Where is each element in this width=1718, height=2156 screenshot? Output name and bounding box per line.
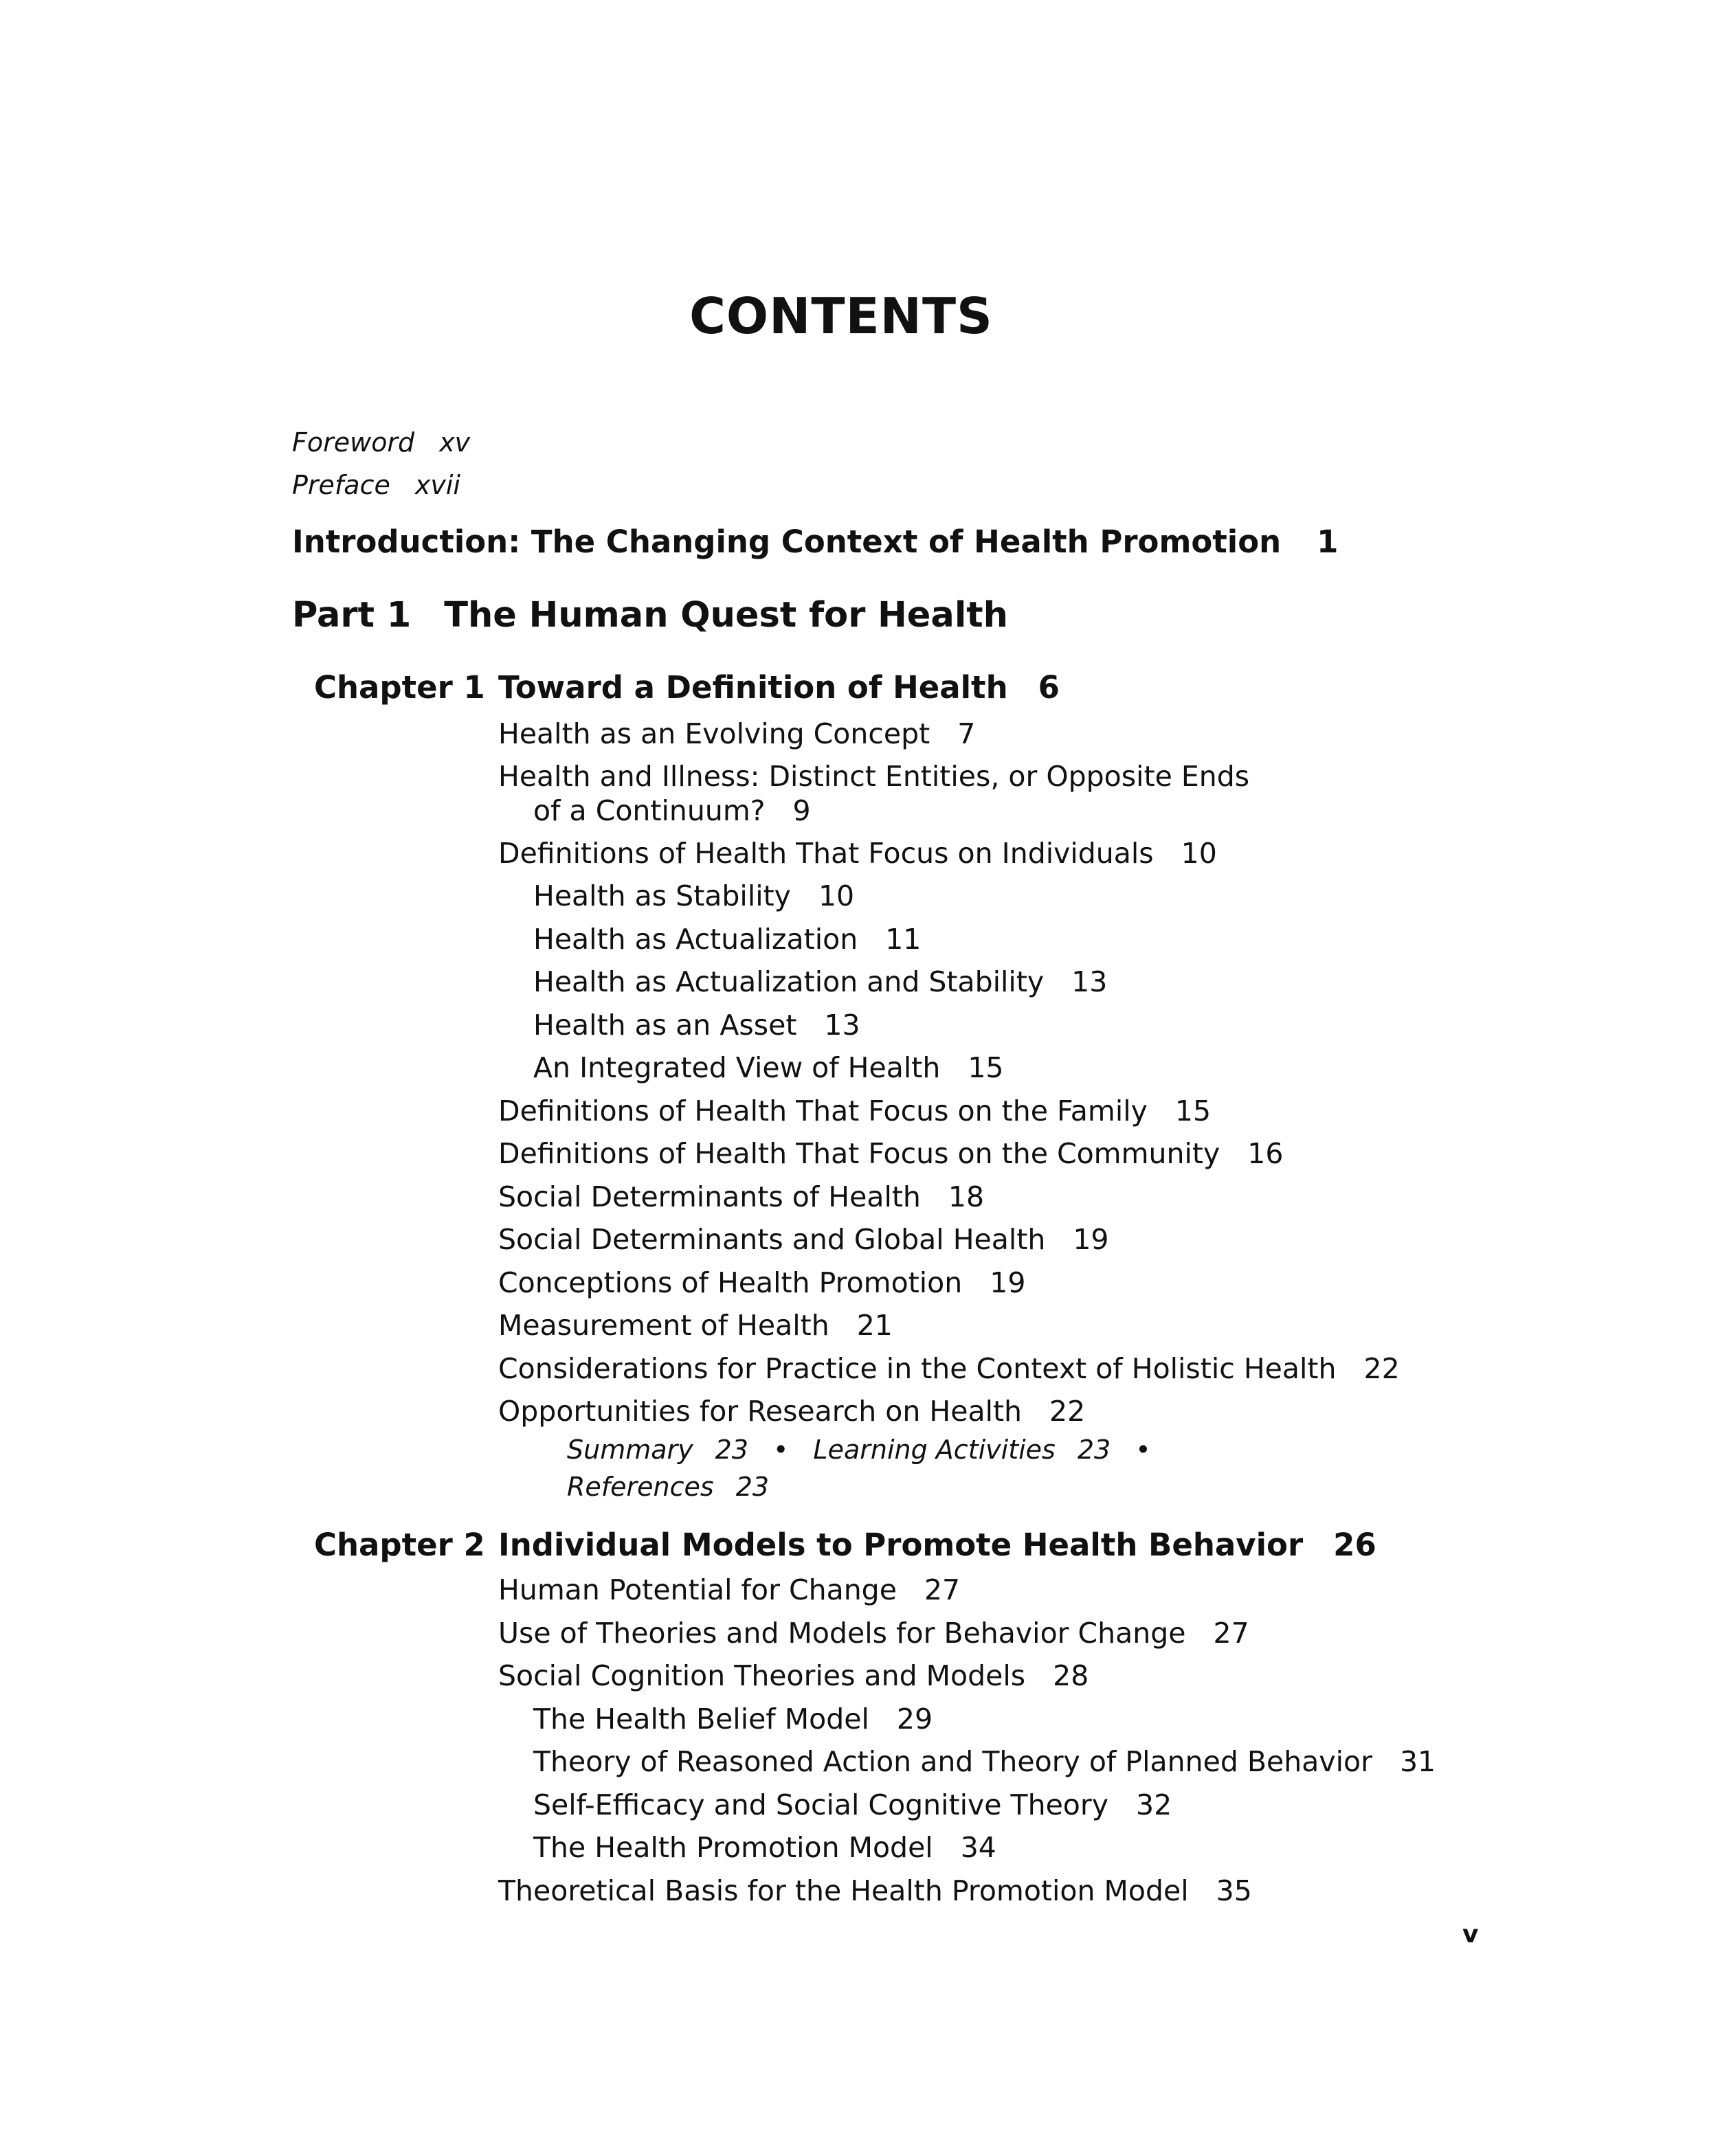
toc-subentry[interactable] [533, 965, 1107, 998]
toc-label: Self-Efficacy and Social Cognitive Theory [533, 1788, 1108, 1821]
toc-label: Preface [292, 470, 390, 500]
toc-page: 27 [1213, 1617, 1249, 1650]
chapter-1-title[interactable] [498, 669, 1060, 706]
toc-subentry[interactable] [533, 1831, 996, 1864]
toc-entry-continuation[interactable] [533, 794, 811, 827]
toc-label: Toward a Definition of Health [498, 669, 1008, 706]
toc-subentry[interactable] [533, 1788, 1172, 1821]
page-title: CONTENTS [689, 287, 993, 345]
toc-page: 13 [1071, 965, 1108, 998]
toc-subentry[interactable] [533, 1051, 1004, 1084]
toc-page: 34 [960, 1831, 996, 1864]
toc-subentry[interactable] [533, 1009, 860, 1042]
toc-page: 19 [1073, 1223, 1109, 1256]
toc-label: An Integrated View of Health [533, 1051, 941, 1084]
references-link[interactable] [567, 1472, 769, 1502]
page-number: v [1462, 1920, 1479, 1949]
chapter-1-label: Chapter 1 [314, 669, 485, 706]
part-heading [292, 595, 1008, 636]
toc-label: Introduction: The Changing Context of Health Promotion [292, 524, 1282, 560]
part-number: Part 1 [292, 595, 412, 636]
toc-entry[interactable] [498, 1137, 1283, 1170]
toc-label: Individual Models to Promote Health Behavior [498, 1527, 1304, 1563]
chapter-2-title[interactable] [498, 1527, 1376, 1563]
toc-page: 35 [1216, 1874, 1252, 1907]
bullet-separator: • [1135, 1435, 1151, 1465]
toc-subentry[interactable] [533, 1745, 1436, 1778]
toc-page: 22 [1049, 1395, 1086, 1428]
toc-page: 18 [948, 1180, 985, 1213]
toc-label: References [567, 1472, 714, 1502]
toc-page: 11 [885, 923, 922, 956]
toc-entry[interactable] [498, 1309, 893, 1342]
toc-preface[interactable] [292, 470, 460, 500]
toc-page: 31 [1399, 1745, 1436, 1778]
toc-entry[interactable] [498, 1352, 1400, 1385]
toc-entry[interactable] [498, 1223, 1109, 1256]
toc-entry[interactable] [498, 1094, 1211, 1127]
part-title: The Human Quest for Health [444, 595, 1008, 636]
toc-label: Health as Actualization and Stability [533, 965, 1045, 998]
toc-page: 23 [735, 1472, 770, 1502]
bullet-separator: • [773, 1435, 789, 1465]
toc-label: Conceptions of Health Promotion [498, 1266, 963, 1299]
toc-page: 19 [990, 1266, 1026, 1299]
toc-label: of a Continuum? [533, 794, 766, 827]
chapter-1-endmatter [567, 1435, 1176, 1465]
toc-page: 28 [1053, 1659, 1089, 1692]
toc-page: 15 [968, 1051, 1004, 1084]
toc-page: 21 [856, 1309, 893, 1342]
toc-page: 23 [1077, 1435, 1111, 1465]
toc-label: Health as Stability [533, 879, 791, 912]
toc-label: Theory of Reasoned Action and Theory of Planned Behavior [533, 1745, 1372, 1778]
chapter-2-label: Chapter 2 [314, 1527, 485, 1563]
toc-page: 10 [818, 879, 855, 912]
toc-label: Opportunities for Research on Health [498, 1395, 1023, 1428]
toc-subentry[interactable] [533, 923, 921, 956]
toc-label: Health as an Evolving Concept [498, 717, 930, 750]
toc-label: Social Determinants of Health [498, 1180, 921, 1213]
summary-link[interactable] [567, 1435, 748, 1465]
toc-label: Foreword [292, 427, 415, 458]
toc-label: Human Potential for Change [498, 1573, 897, 1606]
toc-entry[interactable] [498, 1180, 984, 1213]
toc-page: 23 [715, 1435, 748, 1465]
toc-label: Definitions of Health That Focus on the Family [498, 1094, 1148, 1127]
toc-page: 16 [1247, 1137, 1284, 1170]
toc-label: Use of Theories and Models for Behavior Change [498, 1617, 1186, 1650]
toc-subentry[interactable] [533, 1703, 933, 1736]
toc-page: 7 [957, 717, 976, 750]
toc-page: 9 [792, 794, 811, 827]
toc-page: 26 [1333, 1527, 1376, 1563]
toc-entry[interactable] [498, 717, 975, 750]
toc-label: Social Cognition Theories and Models [498, 1659, 1026, 1692]
toc-page: 32 [1136, 1788, 1172, 1821]
toc-page: 13 [824, 1009, 860, 1042]
toc-label: Social Determinants and Global Health [498, 1223, 1046, 1256]
toc-entry[interactable] [498, 837, 1217, 870]
toc-label: Considerations for Practice in the Context of Holistic Health [498, 1352, 1337, 1385]
toc-label: Health as Actualization [533, 923, 858, 956]
toc-label: Learning Activities [813, 1435, 1056, 1465]
toc-page: 27 [924, 1573, 961, 1606]
toc-subentry[interactable] [533, 879, 854, 912]
toc-page: xvii [414, 470, 460, 500]
toc-label: Summary [567, 1435, 693, 1465]
toc-page: 15 [1174, 1094, 1212, 1127]
toc-introduction[interactable] [292, 524, 1338, 560]
toc-label: The Health Belief Model [533, 1703, 869, 1736]
toc-entry[interactable] [498, 1573, 960, 1606]
toc-entry[interactable] [498, 760, 1249, 793]
toc-foreword[interactable] [292, 427, 470, 458]
toc-label: Measurement of Health [498, 1309, 829, 1342]
toc-label: Definitions of Health That Focus on Individuals [498, 837, 1154, 870]
toc-page: 29 [896, 1703, 933, 1736]
toc-page: 22 [1363, 1352, 1400, 1385]
toc-entry[interactable] [498, 1617, 1249, 1650]
toc-label: Definitions of Health That Focus on the Community [498, 1137, 1220, 1170]
toc-page: 10 [1181, 837, 1217, 870]
toc-label: Theoretical Basis for the Health Promotion Model [498, 1874, 1189, 1907]
toc-entry[interactable] [498, 1395, 1085, 1428]
toc-label: The Health Promotion Model [533, 1831, 933, 1864]
toc-page: 6 [1038, 669, 1060, 706]
toc-entry[interactable] [498, 1659, 1089, 1692]
toc-label: Health as an Asset [533, 1009, 797, 1042]
learning-activities-link[interactable] [813, 1435, 1111, 1465]
toc-page: 1 [1317, 524, 1339, 560]
toc-entry[interactable] [498, 1874, 1252, 1907]
toc-label: Health and Illness: Distinct Entities, or Opposite Ends [498, 760, 1250, 793]
toc-entry[interactable] [498, 1266, 1025, 1299]
toc-page: xv [439, 427, 471, 458]
